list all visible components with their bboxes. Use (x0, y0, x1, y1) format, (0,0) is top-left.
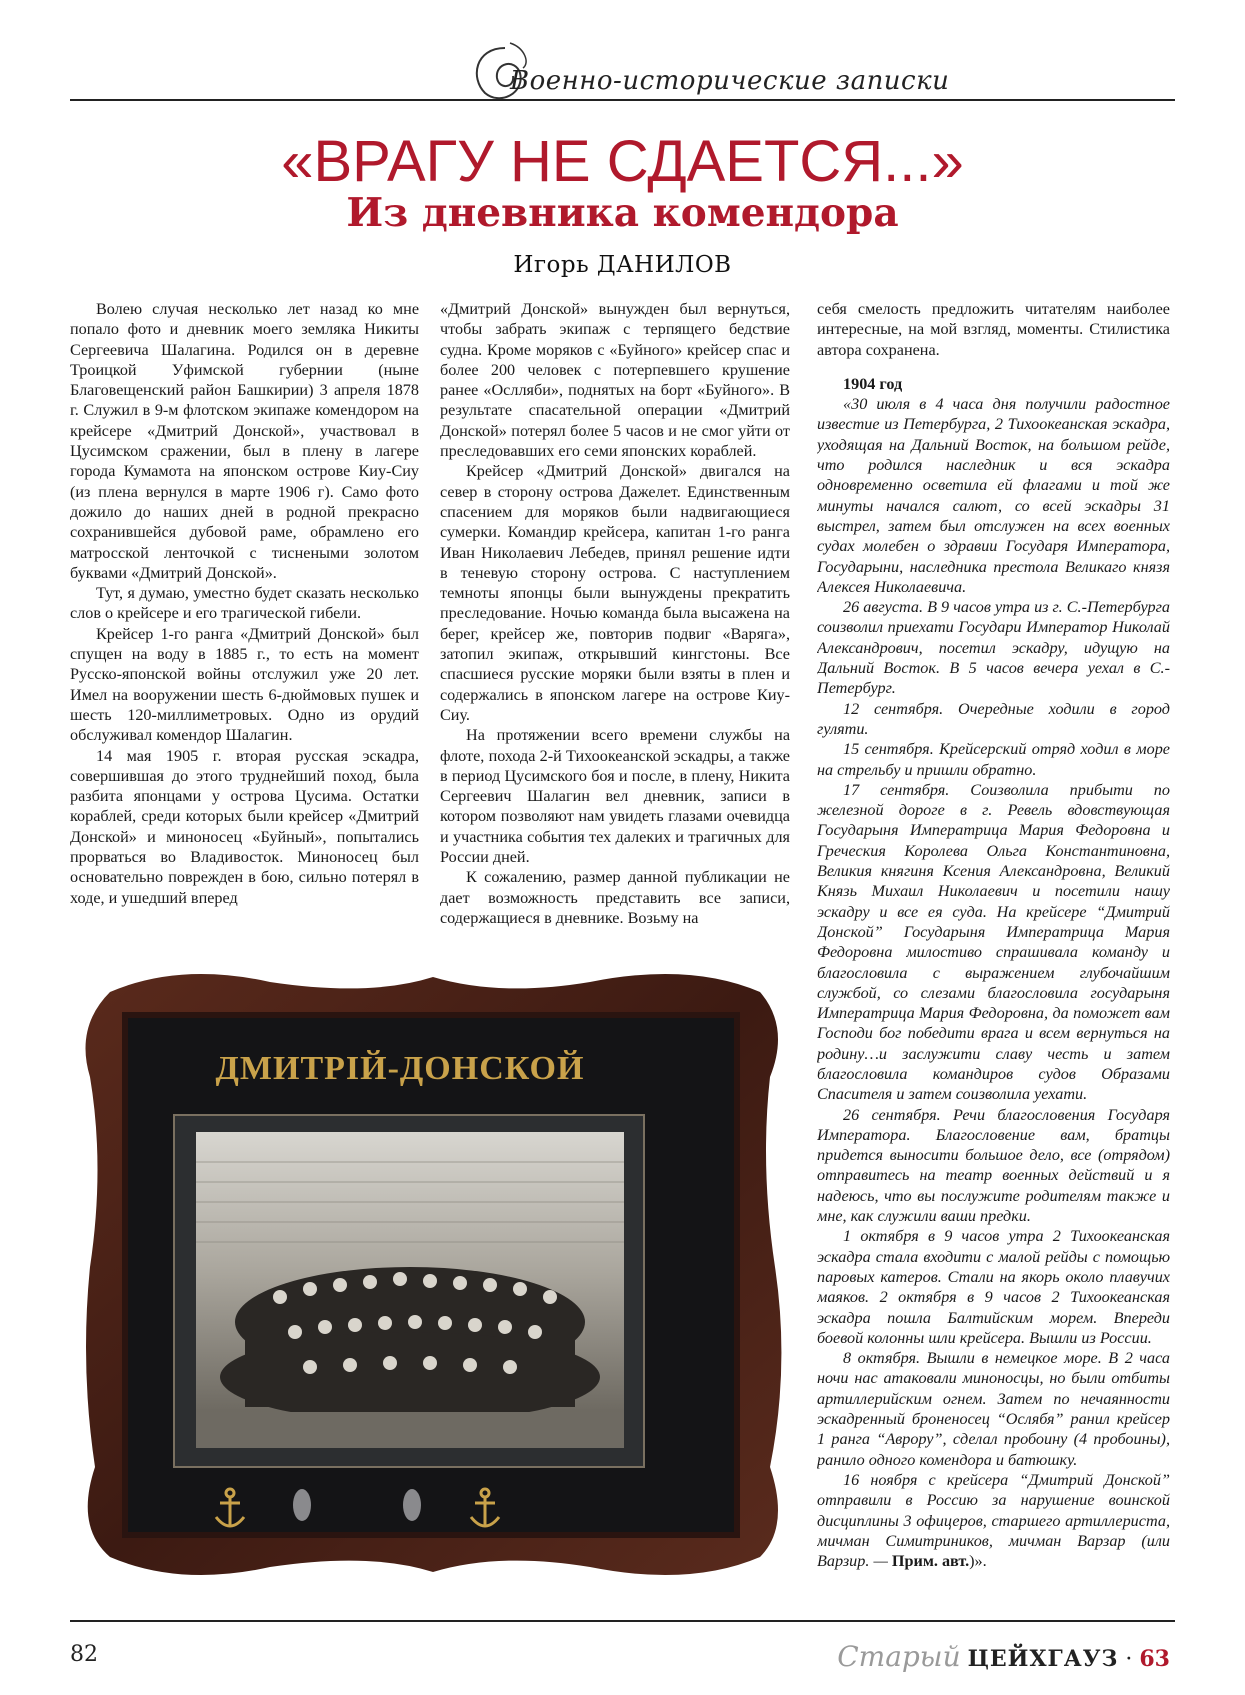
section-title: Военно-исторические записки (510, 66, 950, 96)
diary-entry: 17 сентября. Соизволила прибыти по железной дороге в г. Ревель вдовствующая Государыня Императрица Мария Федоровна и Греческия Королева Ольга Константиновна, Великия княгиня Ксения Александровна, Великий Князь Михаил Николаевич и посетили нашу эскадру и все ея суда. На крейсере “Дмитрий Донской” Государыня Императрица Мария Федоровна милостиво спрашивала команду и благословила с выражением глубочайшим службой, со слезами благословила государыня Императрица Мария Федоровна, да поможет вам Господи бог победити врага и всем вернуться на родину…и заслужити славу честь и затем благословила командиров судов Образами Спасителя и затем соизволила уехати. (817, 780, 1170, 1104)
text-column-1 (70, 299, 419, 931)
diary-entry-text: 16 ноября с крейсера “Дмитрий Донской” отправили в Россию за нарушение воинской дисциплины 3 офицеров, старшего артиллериста, мичман Симитриников, мичман Варзар (или Варзир. — (817, 1470, 1170, 1571)
diary-entry-last (817, 1470, 1170, 1571)
diary-entry: 8 октября. Вышли в немецкое море. В 2 часа ночи нас атаковали миноносцы, но были отбиты артиллерийским огнем. Затем по нечаянности эскадренный броненосец “Ослябя” ранил крейсер 1 ранга “Аврору”, сделал пробоину (4 пробоины), ранило одного комендора и батюшку. (817, 1349, 1170, 1469)
page-number-right: 63 (1139, 1646, 1170, 1672)
diary-entry: «30 июля в 4 часа дня получили радостное известие из Петербурга, 2 Тихоокеанская эскадра, уходящая на Дальний Восток, на большом рейде, что родился наследник и вся эскадра одновременно осветила ей флагами и той же минуты начался салют, со всей эскадры 31 выстрел, затем был отслужен на всех военных судах молебен о здравии Государя Императора, Государыни, наследника престола Великаго князя Алексея Николаевича. (817, 395, 1170, 596)
article-subtitle: Из дневника комендора (346, 190, 899, 236)
year-heading: 1904 год (843, 374, 903, 393)
diary-entry: 1 октября в 9 часов утра 2 Тихоокеанская эскадра стала входити с малой рейды с помощью паровых катеров. Стали на якорь около плавучих маяков. 2 октября в 9 часов 2 Тихоокеанская эскадра пошла Балтийским морем. Впереди боевой колонны шли крейсера. Вышли из России. (817, 1227, 1170, 1347)
ribbon-text: ДМИТРІЙ-ДОНСКОЙ (215, 1050, 585, 1087)
page-number-left: 82 (70, 1642, 98, 1667)
paragraph: Крейсер 1-го ранга «Дмитрий Донской» был спущен на воду в 1885 г., то есть на момент Русско-японской войны отслужил уже 20 лет. Имел на вооружении шесть 6-дюймовых пушек и шесть 120-миллиметровых. Одно из орудий обслуживал комендор Шалагин. (70, 624, 419, 745)
paragraph: Тут, я думаю, уместно будет сказать несколько слов о крейсере и его трагической гибели. (70, 584, 419, 623)
section-header (70, 30, 1175, 105)
photo-frame (70, 967, 796, 1582)
diary-entry: 26 сентября. Речи благословения Государя Императора. Благословение вам, братцы придется выносити большое дело, все (отрядом) отправитесь на театр военных действий и я надеюсь, что вы послужите родителям также и мне, как служили ваши предки. (817, 1105, 1170, 1226)
footer-divider (70, 1620, 1175, 1622)
article-title: «ВРАГУ НЕ СДАЕТСЯ...» (281, 129, 964, 194)
paragraph: себя смелость предложить читателям наиболее интересные, на мой взгляд, моменты. Стилистика автора сохранена. (817, 300, 1170, 359)
paragraph: К сожалению, размер данной публикации не дает возможность представить все записи, содержащиеся в дневнике. Возьму на (440, 868, 790, 927)
article-author: Игорь ДАНИЛОВ (513, 252, 732, 278)
paragraph: На протяжении всего времени службы на флоте, похода 2-й Тихоокеанской эскадры, а также в период Цусимского боя и после, в плену, Никита Сергеевич Шалагин вел дневник, записи в котором позволяют нам увидеть глазами очевидца и участника события тех далеких и трагичных для России дней. (440, 726, 790, 867)
paragraph: 14 мая 1905 г. вторая русская эскадра, совершившая до этого труднейший поход, была разбита японцами у острова Цусима. Остатки кораблей, среди которых были крейсер «Дмитрий Донской» и миноносец «Буйный», попытались прорваться во Владивосток. Миноносец был основательно поврежден в бою, сильно потерял в ходе, и ушедший вперед (70, 746, 419, 907)
paragraph: Волею случая несколько лет назад ко мне попало фото и дневник моего земляка Никиты Сергеевича Шалагина. Родился он в деревне Троицкой Уфимской губернии (ныне Благовещенский район Башкирии) 3 апреля 1878 г. Служил в 9-м флотском экипаже комендором на крейсере «Дмитрий Донской», участвовал в Цусимском сражении, был в плену в лагере города Кумамота на японском острове Киу-Сиу (из плена вернулся в марте 1906 г). Само фото дожило до наших дней в родной прекрасно сохранившейся дубовой раме, обрамлено его матросской ленточкой с тиснеными золотом буквами «Дмитрий Донской». (70, 300, 419, 582)
diary-entry: 15 сентября. Крейсерский отряд ходил в море на стрельбу и пришли обратно. (817, 740, 1170, 779)
diary-entry: 12 сентября. Очередные ходили в город гуляти. (817, 699, 1170, 738)
magazine-script: Старый (837, 1640, 961, 1673)
footer-separator: · (1125, 1647, 1133, 1672)
text-column-2 (440, 299, 790, 931)
magazine-footer (837, 1640, 1170, 1673)
text-column-3 (817, 299, 1170, 1647)
framed-photo (70, 967, 796, 1582)
magazine-name: ЦЕЙХГАУЗ (967, 1646, 1119, 1672)
paragraph: «Дмитрий Донской» вынужден был вернуться, чтобы забрать экипаж с терпящего бедствие судна. Кроме моряков с «Буйного» крейсер спас и более 200 человек с потерпевшего крушение ранее «Ослляби», поднятых на борт «Буйного». В результате спасательной операции «Дмитрий Донской» потерял более 5 часов и не смог уйти от преследовавших его семи японских кораблей. (440, 300, 790, 461)
paragraph: Крейсер «Дмитрий Донской» двигался на север в сторону острова Дажелет. Единственным спасением для моряков были надвигающиеся сумерки. Командир крейсера, капитан 1-го ранга Иван Николаевич Лебедев, принял решение идти в теневую сторону острова. С наступлением темноты японцы были вынуждены прекратить преследование. Ночью команда была высажена на берег, крейсер же, повторив подвиг «Варяга», затопил экипаж, открывший кингстоны. Все спасшиеся русские моряки были взяты в плен и содержались в японском лагере на острове Киу-Сиу. (440, 462, 790, 724)
diary-entry: 26 августа. В 9 часов утра из г. С.-Петербурга соизволил приехати Государи Император Николай Александрович, посетил эскадру, идущую на Дальний Восток. В 5 часов вечера уехал в С.-Петербург. (817, 598, 1170, 698)
author-note: Прим. авт. (891, 1552, 970, 1571)
entry-closing: )». (969, 1552, 987, 1571)
header-divider (70, 99, 1175, 101)
